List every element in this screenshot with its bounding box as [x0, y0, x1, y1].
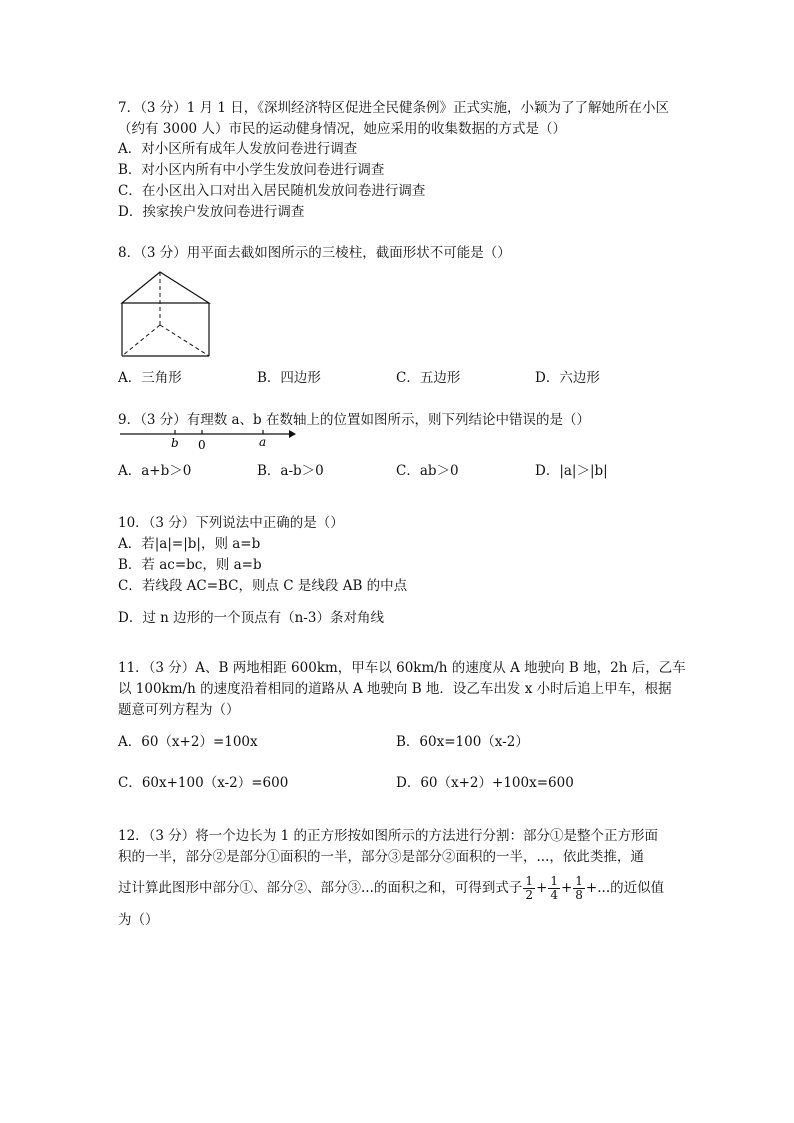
q11-option-d: D．60（x+2）+100x=600 — [396, 775, 574, 791]
q9-option-b: B．a-b＞0 — [257, 463, 324, 479]
q7-option-d: D．挨家挨户发放问卷进行调查 — [118, 204, 305, 220]
q11-option-b: B．60x=100（x-2） — [396, 734, 529, 750]
plus-sign: + — [536, 880, 548, 896]
q8-option-d: D．六边形 — [535, 370, 600, 386]
fraction-denominator: 4 — [550, 888, 558, 902]
fraction-denominator: 2 — [525, 888, 534, 902]
axis-label-b: b — [171, 436, 179, 450]
q11-stem-line1: 11．（3 分）A、B 两地相距 600km，甲车以 60km/h 的速度从 A 地驶向 B 地，2h 后，乙车 — [118, 660, 686, 676]
q7-option-c: C．在小区出入口对出入居民随机发放问卷进行调查 — [118, 183, 426, 199]
axis-label-zero: 0 — [198, 438, 206, 452]
q11-stem-line2: 以 100km/h 的速度沿着相同的道路从 A 地驶向 B 地．设乙车出发 x 小时后追上甲车，根据 — [118, 681, 672, 697]
number-line-figure — [118, 425, 298, 451]
q9-option-a: A．a+b＞0 — [118, 463, 192, 479]
q8-option-a: A．三角形 — [118, 370, 182, 386]
q10-option-c: C．若线段 AC=BC，则点 C 是线段 AB 的中点 — [118, 578, 408, 594]
q12-line3-tail: +...的近似值 — [585, 880, 665, 896]
q12-line3-text: 过计算此图形中部分①、部分②、部分③...的面积之和，可得到式子 — [118, 880, 523, 896]
q8-stem-line1: 8．（3 分）用平面去截如图所示的三棱柱，截面形状不可能是（） — [118, 245, 511, 261]
fraction-one-eighth — [573, 875, 585, 902]
q12-stem-line4: 为（） — [118, 912, 159, 928]
q9-stem-line1: 9．（3 分）有理数 a、b 在数轴上的位置如图所示，则下列结论中错误的是（） — [118, 412, 590, 428]
q7-stem-line1: 7．（3 分）1 月 1 日，《深圳经济特区促进全民健条例》正式实施，小颖为了了解她所在小区 — [118, 100, 670, 116]
triangular-prism-figure — [118, 270, 214, 360]
fraction-numerator: 1 — [550, 874, 558, 888]
plus-sign: + — [560, 880, 573, 896]
q9-option-c: C．ab＞0 — [396, 463, 459, 479]
fraction-one-half — [523, 875, 535, 902]
axis-label-a: a — [259, 435, 267, 449]
q10-option-b: B．若 ac=bc，则 a=b — [118, 557, 262, 573]
q8-option-c: C．五边形 — [396, 370, 461, 386]
q11-option-c: C．60x+100（x-2）=600 — [118, 775, 289, 791]
q7-option-a: A．对小区所有成年人发放问卷进行调查 — [118, 141, 358, 157]
q10-stem-line1: 10．（3 分）下列说法中正确的是（） — [118, 515, 344, 531]
q7-option-b: B．对小区内所有中小学生发放问卷进行调查 — [118, 162, 385, 178]
fraction-denominator: 8 — [575, 888, 583, 902]
q10-option-a: A．若|a|=|b|，则 a=b — [118, 536, 261, 552]
q7-stem-line2: （约有 3000 人）市民的运动健身情况，她应采用的收集数据的方式是（） — [118, 121, 566, 137]
q9-option-d: D．|a|＞|b| — [535, 463, 608, 479]
q11-option-a: A．60（x+2）=100x — [118, 734, 258, 750]
q12-stem-line3 — [118, 873, 664, 903]
fraction-numerator: 1 — [575, 874, 583, 888]
q12-stem-line2: 积的一半，部分②是部分①面积的一半，部分③是部分②面积的一半，...，依此类推，通 — [118, 849, 644, 865]
fraction-numerator: 1 — [525, 874, 534, 888]
fraction-one-quarter — [548, 875, 560, 902]
q8-option-b: B．四边形 — [257, 370, 321, 386]
q12-stem-line1: 12．（3 分）将一个边长为 1 的正方形按如图所示的方法进行分割：部分①是整个正方形面 — [118, 828, 658, 844]
q10-option-d: D．过 n 边形的一个顶点有（n-3）条对角线 — [118, 610, 384, 626]
q11-stem-line3: 题意可列方程为（） — [118, 702, 240, 718]
